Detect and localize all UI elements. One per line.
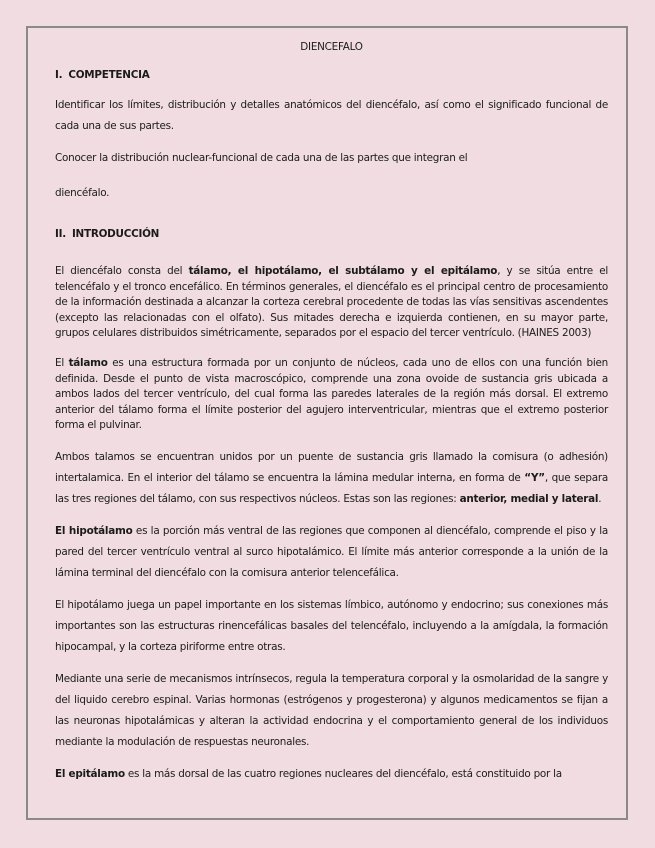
paragraph [55,447,608,510]
paragraph [55,521,608,584]
text-run: Ambos talamos se encuentran unidos por un puente de sustancia gris llamado la comisura (o adhesión) intertalamica. En el interior del tálamo se encuentra la lámina medular interna, en forma de [55,450,608,484]
paragraph: El hipotálamo juega un papel importante en los sistemas límbico, autónomo y endocrino; sus conexiones más importantes son las estructuras rinencefálicas basales del telencéfalo, incluyendo a la amígdala, la formación hipocampal, y la corteza piriforme entre otras. [55,598,608,653]
text-run: , que separa las tres regiones del tálamo, con sus respectivos núcleos. Estas son las regiones: [55,471,608,505]
bold-text: anterior, medial y lateral [459,492,599,505]
text-run: El diencéfalo consta del [55,265,189,277]
bold-text: El epitálamo [55,767,125,780]
document-title: DIENCEFALO [300,41,363,53]
text-run: , y se sitúa entre el telencéfalo y el tronco encefálico. En términos generales, el diencéfalo es el principal centro de procesamiento de la información destinada a alcanzar la corteza cerebral procedente de todas las vías sensitivas ascendentes (excepto las relacionadas con el olfato). Sus mitades derecha e izquierda contienen, en su mayor parte, grupos celulares distribuidos simétricamente, separados por el espacio del tercer ventrículo. (HAINES 2003) [55,265,608,340]
section-title: INTRODUCCIÓN [71,228,160,240]
paragraph: Conocer la distribución nuclear-funcional de cada una de las partes que integran el [55,152,468,164]
section-heading-competencia [55,68,608,82]
section-heading-introduccion [55,227,608,241]
document-body [55,40,608,785]
bold-text: El hipotálamo [55,524,133,537]
bold-text: “Y” [524,471,545,484]
paragraph: Identificar los límites, distribución y detalles anatómicos del diencéfalo, así como el significado funcional de cada una de sus partes. [55,99,608,132]
bold-text: tálamo, el hipotálamo, el subtálamo y el epitálamo [188,265,498,277]
text-run: El [55,356,69,369]
text-run: es la porción más ventral de las regiones que componen al diencéfalo, comprende el piso y la pared del tercer ventrículo ventral al surco hipotalámico. El límite más anterior corresponde a la unión de la lámina terminal del diencéfalo con la comisura anterior telencefálica. [55,524,608,579]
paragraph [55,764,608,785]
text-run: es la más dorsal de las cuatro regiones nucleares del diencéfalo, está constituido por la [124,767,562,780]
section-title: COMPETENCIA [68,69,150,81]
paragraph: Mediante una serie de mecanismos intrínsecos, regula la temperatura corporal y la osmolaridad de la sangre y del liquido cerebro espinal. Varias hormonas (estrógenos y progesterona) y algunos medicamentos se fijan a las neuronas hipotalámicas y alteran la actividad endocrina y el comportamiento general de los individuos mediante la modulación de respuestas neuronales. [55,672,608,748]
bold-text: tálamo [68,356,108,369]
paragraph [55,356,608,434]
document-page [26,26,628,820]
section-number: I. [55,69,63,81]
paragraph: diencéfalo. [55,187,110,199]
paragraph [55,264,608,342]
text-run: . [598,492,602,505]
section-number: II. [55,228,66,240]
text-run: es una estructura formada por un conjunto de núcleos, cada uno de ellos con una función bien definida. Desde el punto de vista macroscópico, comprende una zona ovoide de sustancia gris ubicada a ambos lados del tercer ventrículo, del cual forma las paredes laterales de la región más dorsal. El extremo anterior del tálamo forma el límite posterior del agujero interventricular, mientras que el extremo posterior forma el pulvinar. [55,356,608,432]
